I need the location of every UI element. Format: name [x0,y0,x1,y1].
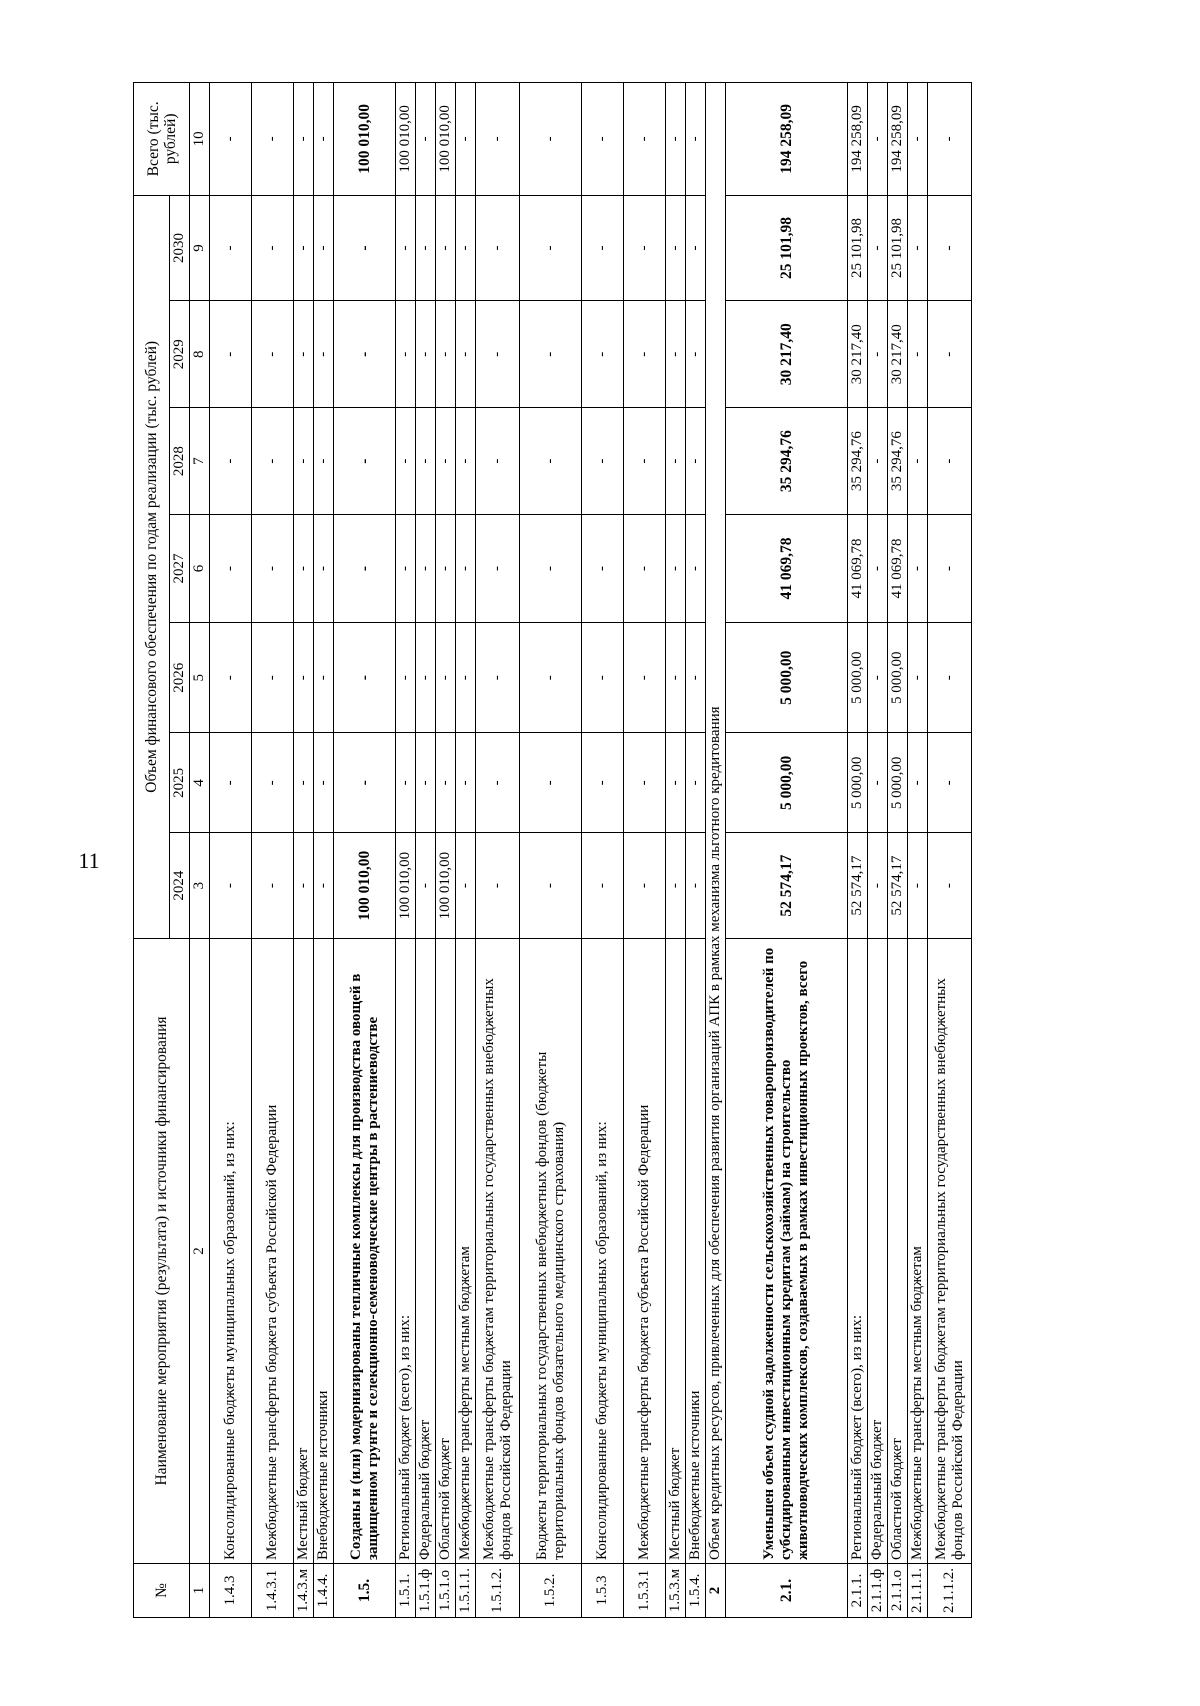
row-year-value: - [476,408,520,515]
row-year-value: - [436,623,456,733]
row-total-value: - [314,83,334,196]
row-year-value: - [396,623,416,733]
table-row [252,83,294,1618]
row-year-value: - [456,623,476,733]
row-year-value: - [456,195,476,301]
row-number: 1.5.1.1. [456,1564,476,1618]
table-row [888,83,908,1618]
row-number: 1.5.4. [686,1564,706,1618]
table-row [686,83,706,1618]
row-year-value: - [666,301,686,408]
row-year-value: - [928,195,972,301]
row-year-value: - [436,301,456,408]
row-year-value: - [210,301,252,408]
row-year-value: - [396,408,416,515]
row-year-value: 100 010,00 [396,833,416,939]
row-year-value: - [582,301,624,408]
row-year-value: 30 217,40 [726,301,848,408]
row-year-value: - [416,515,436,623]
row-year-value: - [314,623,334,733]
row-name: Созданы и (или) модернизированы тепличные комплексы для производства овощей в защищенном грунте и селекционно-семеноводческие центры в растениеводстве [334,938,396,1563]
row-year-value: - [210,733,252,833]
year-header: 2027 [170,515,190,623]
row-name: Межбюджетные трансферты местным бюджетам [456,938,476,1563]
row-name: Межбюджетные трансферты бюджетам территориальных государственных внебюджетных фондов Российской Федерации [476,938,520,1563]
row-year-value: - [928,408,972,515]
row-total-value: - [520,83,582,196]
column-index: 2 [190,938,210,1563]
row-name: Бюджеты территориальных государственных внебюджетных фондов (бюджеты территориальных фондов обязательного медицинского страхования) [520,938,582,1563]
row-year-value: - [396,515,416,623]
row-year-value: 5 000,00 [848,623,868,733]
row-total-value: - [252,83,294,196]
row-year-value: - [868,408,888,515]
row-year-value: - [582,515,624,623]
row-year-value: - [686,623,706,733]
row-year-value: - [252,408,294,515]
row-year-value: - [476,623,520,733]
row-year-value: - [476,301,520,408]
row-year-value: - [294,195,314,301]
year-header: 2026 [170,623,190,733]
row-total-value: - [210,83,252,196]
row-number: 1.5.1.2. [476,1564,520,1618]
table-row [334,83,396,1618]
row-year-value: - [294,733,314,833]
section-row [706,83,726,1618]
row-year-value: - [928,515,972,623]
row-year-value: - [456,408,476,515]
row-year-value: - [582,623,624,733]
row-year-value: - [396,301,416,408]
table-row [928,83,972,1618]
row-year-value: - [334,195,396,301]
row-year-value: 25 101,98 [888,195,908,301]
row-year-value: - [686,301,706,408]
row-year-value: - [908,408,928,515]
column-index: 1 [190,1564,210,1618]
row-year-value: - [314,408,334,515]
row-year-value: - [624,515,666,623]
row-year-value: 100 010,00 [334,833,396,939]
row-year-value: - [520,733,582,833]
year-header: 2024 [170,833,190,939]
row-number: 1.4.3.1 [252,1564,294,1618]
row-name: Областной бюджет [888,938,908,1563]
row-year-value: 52 574,17 [888,833,908,939]
row-total-value: - [294,83,314,196]
row-year-value: - [582,408,624,515]
table-row [624,83,666,1618]
row-year-value: - [624,195,666,301]
row-year-value: - [686,515,706,623]
column-index: 6 [190,515,210,623]
row-year-value: - [314,515,334,623]
row-year-value: - [456,733,476,833]
row-number: 2.1.1.ф [868,1564,888,1618]
row-year-value: - [666,833,686,939]
row-year-value: - [334,623,396,733]
row-total-value: - [476,83,520,196]
row-total-value: 194 258,09 [848,83,868,196]
table-row [666,83,686,1618]
row-year-value: - [582,833,624,939]
row-number: 1.4.3 [210,1564,252,1618]
table-row [294,83,314,1618]
row-year-value: - [908,623,928,733]
row-year-value: - [334,515,396,623]
table-row [210,83,252,1618]
row-number: 1.5.3.м [666,1564,686,1618]
row-year-value: 41 069,78 [726,515,848,623]
row-number: 1.5.3.1 [624,1564,666,1618]
table-row [476,83,520,1618]
table-row [868,83,888,1618]
row-year-value: - [868,733,888,833]
row-year-value: 5 000,00 [726,623,848,733]
row-year-value: - [928,833,972,939]
row-year-value: - [314,301,334,408]
row-year-value: - [456,515,476,623]
row-year-value: 30 217,40 [888,301,908,408]
row-year-value: - [666,408,686,515]
row-year-value: - [908,195,928,301]
row-total-value: - [868,83,888,196]
row-total-value: - [928,83,972,196]
row-year-value: 35 294,76 [888,408,908,515]
row-total-value: - [624,83,666,196]
row-year-value: - [294,515,314,623]
row-year-value: - [908,301,928,408]
row-year-value: 52 574,17 [726,833,848,939]
row-year-value: - [666,733,686,833]
row-year-value: 5 000,00 [888,733,908,833]
row-year-value: - [624,733,666,833]
year-header: 2025 [170,733,190,833]
row-year-value: - [476,833,520,939]
row-name: Межбюджетные трансферты бюджета субъекта Российской Федерации [252,938,294,1563]
row-total-value: 100 010,00 [436,83,456,196]
table-row [456,83,476,1618]
year-header: 2029 [170,301,190,408]
row-year-value: - [868,195,888,301]
row-year-value: - [582,733,624,833]
row-name: Региональный бюджет (всего), из них: [396,938,416,1563]
row-year-value: - [666,195,686,301]
row-year-value: - [210,408,252,515]
row-total-value: 194 258,09 [888,83,908,196]
row-year-value: 100 010,00 [436,833,456,939]
table-row [436,83,456,1618]
row-name: Консолидированные бюджеты муниципальных образований, из них: [210,938,252,1563]
header-volume: Объем финансового обеспечения по годам реализации (тыс. рублей) [134,195,170,938]
table-row [396,83,416,1618]
row-year-value: 25 101,98 [726,195,848,301]
row-year-value: - [520,833,582,939]
year-header: 2028 [170,408,190,515]
column-index: 4 [190,733,210,833]
row-total-value: - [456,83,476,196]
row-number: 1.5.2. [520,1564,582,1618]
row-name: Местный бюджет [666,938,686,1563]
row-name: Областной бюджет [436,938,456,1563]
row-year-value: - [868,515,888,623]
row-year-value: - [334,408,396,515]
row-year-value: - [520,301,582,408]
row-year-value: - [294,623,314,733]
row-year-value: 5 000,00 [888,623,908,733]
row-year-value: 25 101,98 [848,195,868,301]
row-year-value: 35 294,76 [848,408,868,515]
row-year-value: - [334,733,396,833]
row-name: Федеральный бюджет [868,938,888,1563]
row-year-value: - [868,301,888,408]
column-index: 7 [190,408,210,515]
header-total: Всего (тыс. рублей) [134,83,190,196]
row-year-value: - [908,733,928,833]
column-index: 5 [190,623,210,733]
row-name: Межбюджетные трансферты бюджетам территориальных государственных внебюджетных фондов Российской Федерации [928,938,972,1563]
row-year-value: - [210,515,252,623]
row-year-value: - [624,408,666,515]
row-year-value: - [416,733,436,833]
row-year-value: - [436,515,456,623]
header-name: Наименование мероприятия (результата) и источники финансирования [134,938,190,1563]
row-name: Федеральный бюджет [416,938,436,1563]
row-year-value: - [686,195,706,301]
row-year-value: - [416,833,436,939]
row-number: 2.1.1.1. [908,1564,928,1618]
row-number: 2.1.1.2. [928,1564,972,1618]
row-year-value: - [456,833,476,939]
row-year-value: - [314,833,334,939]
column-index: 8 [190,301,210,408]
table-row [520,83,582,1618]
row-year-value: - [908,515,928,623]
row-year-value: - [436,195,456,301]
row-name: Межбюджетные трансферты бюджета субъекта Российской Федерации [624,938,666,1563]
row-year-value: - [624,833,666,939]
row-year-value: - [928,733,972,833]
row-year-value: - [476,733,520,833]
row-number: 1.4.3.м [294,1564,314,1618]
row-year-value: 41 069,78 [848,515,868,623]
row-year-value: - [416,408,436,515]
row-year-value: - [476,195,520,301]
row-number: 2.1. [726,1564,848,1618]
row-year-value: - [520,515,582,623]
row-total-value: 100 010,00 [334,83,396,196]
row-total-value: - [416,83,436,196]
row-year-value: - [908,833,928,939]
row-year-value: - [868,623,888,733]
table-body [210,83,972,1618]
row-year-value: - [928,623,972,733]
row-year-value: - [520,195,582,301]
index-row [190,83,210,1618]
row-total-value: - [582,83,624,196]
row-name: Внебюджетные источники [314,938,334,1563]
section-title: Объем кредитных ресурсов, привлеченных для обеспечения развития организаций АПК в рамках механизма льготного кредитования [706,83,726,1564]
row-year-value: - [334,301,396,408]
row-year-value: - [396,195,416,301]
row-year-value: - [210,833,252,939]
row-year-value: - [294,833,314,939]
row-year-value: - [314,195,334,301]
row-year-value: - [666,623,686,733]
row-total-value: - [686,83,706,196]
row-number: 1.5. [334,1564,396,1618]
row-year-value: - [416,301,436,408]
table-row [726,83,848,1618]
row-name: Уменьшен объем ссудной задолженности сельскохозяйственных товаропроизводителей по субсидированным инвестиционным кредитам (займам) на строительство животноводческих комплексов, создаваемых в рамках инвестиционных проектов, всего [726,938,848,1563]
row-number: 2.1.1. [848,1564,868,1618]
row-year-value: - [396,733,416,833]
page-number: 11 [78,848,100,873]
row-year-value: 52 574,17 [848,833,868,939]
row-year-value: - [686,408,706,515]
row-year-value: - [210,623,252,733]
row-year-value: - [210,195,252,301]
table-row [908,83,928,1618]
row-year-value: - [520,623,582,733]
row-year-value: - [686,833,706,939]
row-year-value: 5 000,00 [726,733,848,833]
financing-table [133,82,972,1618]
row-year-value: - [252,301,294,408]
row-number: 1.5.1.о [436,1564,456,1618]
row-year-value: - [416,195,436,301]
row-year-value: - [252,733,294,833]
row-name: Межбюджетные трансферты местным бюджетам [908,938,928,1563]
year-header: 2030 [170,195,190,301]
row-number: 1.5.3 [582,1564,624,1618]
row-number: 1.5.1. [396,1564,416,1618]
row-year-value: 41 069,78 [888,515,908,623]
row-year-value: - [582,195,624,301]
row-number: 1.4.4. [314,1564,334,1618]
table-row [314,83,334,1618]
row-name: Внебюджетные источники [686,938,706,1563]
row-year-value: - [252,515,294,623]
row-year-value: - [666,515,686,623]
table-row [582,83,624,1618]
row-name: Региональный бюджет (всего), из них: [848,938,868,1563]
row-year-value: - [294,301,314,408]
table-row [848,83,868,1618]
row-year-value: - [416,623,436,733]
row-total-value: 194 258,09 [726,83,848,196]
row-year-value: - [476,515,520,623]
row-year-value: 30 217,40 [848,301,868,408]
row-year-value: - [294,408,314,515]
row-total-value: - [908,83,928,196]
row-year-value: - [436,733,456,833]
row-year-value: - [252,623,294,733]
row-name: Консолидированные бюджеты муниципальных образований, из них: [582,938,624,1563]
header-number: № [134,1564,190,1618]
row-year-value: - [686,733,706,833]
row-year-value: - [252,833,294,939]
row-year-value: - [928,301,972,408]
row-year-value: - [520,408,582,515]
row-total-value: - [666,83,686,196]
row-number: 2.1.1.о [888,1564,908,1618]
row-year-value: - [436,408,456,515]
section-number: 2 [706,1564,726,1618]
column-index: 10 [190,83,210,196]
row-year-value: 5 000,00 [848,733,868,833]
row-number: 1.5.1.ф [416,1564,436,1618]
row-year-value: 35 294,76 [726,408,848,515]
row-year-value: - [624,623,666,733]
column-index: 9 [190,195,210,301]
row-total-value: 100 010,00 [396,83,416,196]
row-year-value: - [868,833,888,939]
table-row [416,83,436,1618]
row-year-value: - [456,301,476,408]
row-year-value: - [624,301,666,408]
row-year-value: - [252,195,294,301]
row-year-value: - [314,733,334,833]
row-name: Местный бюджет [294,938,314,1563]
column-index: 3 [190,833,210,939]
